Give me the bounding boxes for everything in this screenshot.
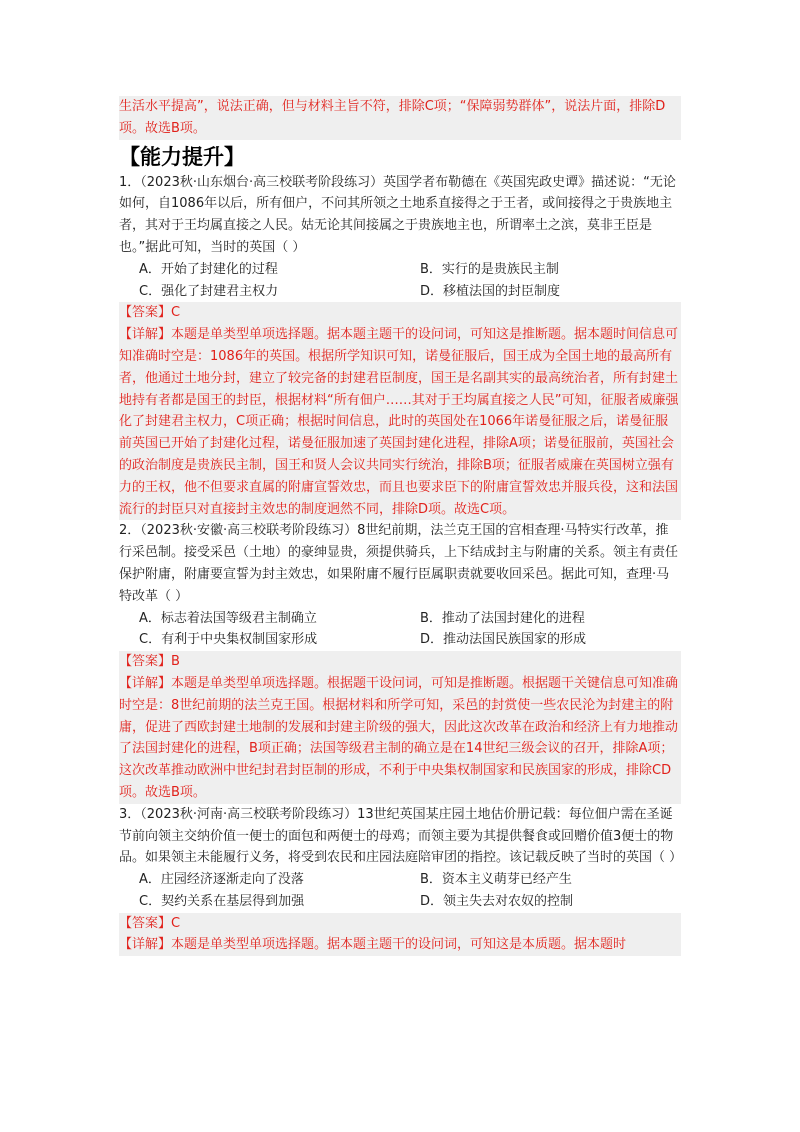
explanation-label: 【详解】 <box>119 327 172 343</box>
answer <box>119 651 681 673</box>
option-a: A．开始了封建化的过程 <box>139 261 278 277</box>
previous-explanation: 生活水平提高”，说法正确，但与材料主旨不符，排除C项；“保障弱势群体”，说法片面，排除D项。故选B项。 <box>119 96 681 140</box>
question-2 <box>119 520 681 803</box>
option-a: A．庄园经济逐渐走向了没落 <box>139 872 304 888</box>
section-title: 【能力提升】 <box>119 144 245 169</box>
answer-value: C <box>171 305 181 321</box>
explanation <box>119 934 681 956</box>
question-stem: 3．（2023秋·河南·高三校联考阶段练习）13世纪英国某庄园土地估价册记载：每位佃户需在圣诞节前向领主交纳价值一便士的面包和两便士的母鸡；而领主要为其提供餐食或回赠价值3便士的物品。如果领主未能履行义务，将受到农民和庄园法庭陪审团的指控。该记载反映了当时的英国（ ） <box>119 806 683 866</box>
answer-value: B <box>171 654 180 670</box>
options <box>119 869 681 913</box>
explanation-label: 【详解】 <box>119 675 172 691</box>
option-a: A．标志着法国等级君主制确立 <box>139 610 317 626</box>
option-c: C．契约关系在基层得到加强 <box>139 893 305 909</box>
explanation-text: 本题是单类型单项选择题。根据题干设问词，可知是推断题。根据题干关键信息可知准确时空是：8世纪前期的法兰克王国。根据材料和所学可知，采邑的封赏使一些农民沦为封建主的附庸，促进了西欧封建土地制的发展和封建主阶级的强大，因此这次改革在政治和经济上有力地推动了法国封建化的进程，B项正确；法国等级君主制的确立是在14世纪三级会议的召开，排除A项；这次改革推动欧洲中世纪封君封臣制的形成，不利于中央集权制国家和民族国家的形成，排除CD项。故选B项。 <box>119 675 679 800</box>
document-content <box>119 96 681 956</box>
option-c: C．有利于中央集权制国家形成 <box>139 632 318 648</box>
options <box>119 608 681 652</box>
answer-label: 【答案】 <box>119 305 172 321</box>
options <box>119 259 681 303</box>
answer-value: C <box>171 915 181 931</box>
answer-label: 【答案】 <box>119 915 172 931</box>
answer <box>119 913 681 935</box>
question-3 <box>119 804 681 957</box>
question-1 <box>119 172 681 521</box>
answer-label: 【答案】 <box>119 654 172 670</box>
option-b: B．推动了法国封建化的进程 <box>420 610 585 626</box>
explanation <box>119 673 681 804</box>
option-d: D．领主失去对农奴的控制 <box>420 893 574 909</box>
option-c: C．强化了封建君主权力 <box>139 283 279 299</box>
explanation <box>119 324 681 520</box>
option-b: B．资本主义萌芽已经产生 <box>420 872 572 888</box>
option-b: B．实行的是贵族民主制 <box>420 261 559 277</box>
option-d: D．推动法国民族国家的形成 <box>420 632 587 648</box>
option-d: D．移植法国的封臣制度 <box>420 283 561 299</box>
question-stem: 2．（2023秋·安徽·高三校联考阶段练习）8世纪前期，法兰克王国的宫相查理·马特实行改革，推行采邑制。接受采邑（土地）的豪绅显贵，须提供骑兵，上下结成封主与附庸的关系。领主有责任保护附庸，附庸要宣誓为封主效忠，如果附庸不履行臣属职责就要收回采邑。据此可知，查理·马特改革（ ） <box>119 523 679 604</box>
explanation-text: 本题是单类型单项选择题。据本题主题干的设问词，可知这是推断题。据本题时间信息可知准确时空是：1086年的英国。根据所学知识可知，诺曼征服后，国王成为全国土地的最高所有者，他通过土地分封，建立了较完备的封建君臣制度，国王是名副其实的最高统治者，所有封建土地持有者都是国王的封臣，根据材料“所有佃户……其对于王均属直接之人民”可知，征服者威廉强化了封建君主权力，C项正确；根据时间信息，此时的英国处在1066年诺曼征服之后，诺曼征服前英国已开始了封建化过程，诺曼征服加速了英国封建化进程，排除A项；诺曼征服前，英国社会的政治制度是贵族民主制，国王和贤人会议共同实行统治，排除B项；征服者威廉在英国树立强有力的王权，他不但要求直属的附庸宣誓效忠，而且也要求臣下的附庸宣誓效忠并服兵役，这和法国流行的封臣只对直接封主效忠的制度迥然不同，排除D项。故选C项。 <box>119 327 679 517</box>
explanation-text: 本题是单类型单项选择题。据本题主题干的设问词，可知这是本质题。据本题时 <box>171 937 627 953</box>
question-stem: 1．（2023秋·山东烟台·高三校联考阶段练习）英国学者布勒德在《英国宪政史谭》描述说：“无论如何，自1086年以后，所有佃户，不问其所领之土地系直接得之于王者，或间接得之于贵族地主者，其对于王均属直接之人民。姑无论其间接属之于贵族地主也，所谓率土之滨，莫非王臣是也。”据此可知，当时的英国（ ） <box>119 174 676 255</box>
answer <box>119 302 681 324</box>
explanation-label: 【详解】 <box>119 937 172 953</box>
